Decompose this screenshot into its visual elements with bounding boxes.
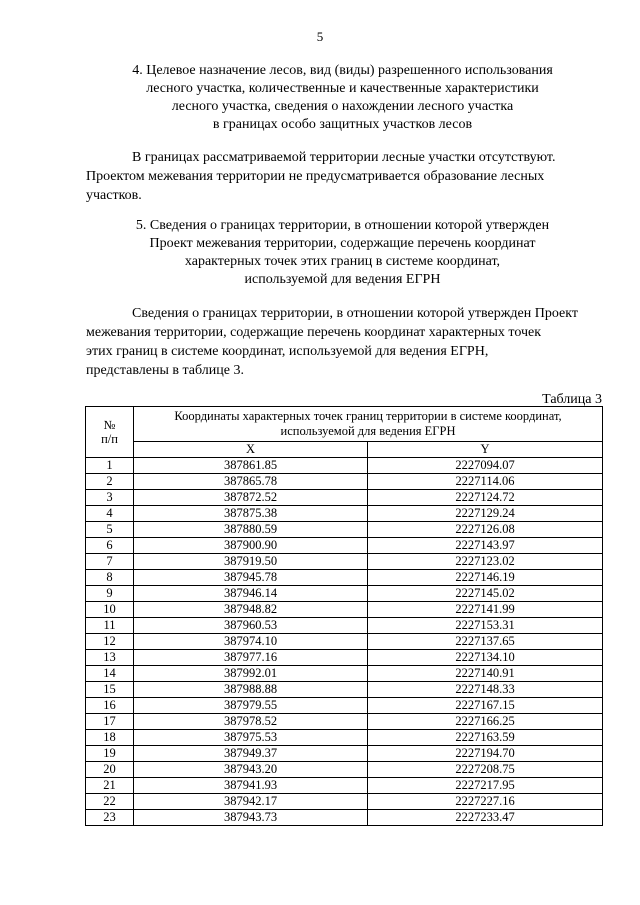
- table-row: [86, 618, 603, 634]
- section-5-heading: [90, 217, 595, 289]
- coordinate-x: 387861.85: [134, 458, 368, 474]
- coordinate-y: 2227208.75: [368, 762, 603, 778]
- row-number: 13: [86, 650, 134, 666]
- section-4-heading-line: в границах особо защитных участков лесов: [212, 117, 473, 132]
- table-row: [86, 538, 603, 554]
- row-number: 22: [86, 794, 134, 810]
- coordinate-y: 2227167.15: [368, 698, 603, 714]
- section-5-paragraph: [86, 304, 602, 380]
- section-4-paragraph: [86, 148, 602, 205]
- row-number: 9: [86, 586, 134, 602]
- row-number: 7: [86, 554, 134, 570]
- header-number-line: №: [103, 418, 116, 432]
- coordinate-y: 2227124.72: [368, 490, 603, 506]
- coordinate-y: 2227233.47: [368, 810, 603, 826]
- table-row: [86, 666, 603, 682]
- table-caption: Таблица 3: [542, 392, 602, 407]
- table-row: [86, 474, 603, 490]
- header-x: X: [134, 442, 368, 458]
- row-number: 12: [86, 634, 134, 650]
- coordinate-y: 2227148.33: [368, 682, 603, 698]
- coordinate-x: 387943.73: [134, 810, 368, 826]
- table-row: [86, 794, 603, 810]
- coordinate-y: 2227134.10: [368, 650, 603, 666]
- paragraph-line: В границах рассматриваемой территории лесные участки отсутствуют.: [132, 150, 556, 165]
- coordinate-x: 387943.20: [134, 762, 368, 778]
- coordinate-y: 2227217.95: [368, 778, 603, 794]
- paragraph-line: Сведения о границах территории, в отношении которой утвержден Проект: [132, 306, 578, 321]
- table-row: [86, 570, 603, 586]
- section-5-heading-line: 5. Сведения о границах территории, в отношении которой утвержден: [135, 218, 550, 233]
- row-number: 5: [86, 522, 134, 538]
- coordinate-y: 2227129.24: [368, 506, 603, 522]
- coordinate-y: 2227126.08: [368, 522, 603, 538]
- coordinate-x: 387992.01: [134, 666, 368, 682]
- section-4-heading-line: лесного участка, сведения о нахождении лесного участка: [171, 99, 514, 114]
- row-number: 8: [86, 570, 134, 586]
- row-number: 19: [86, 746, 134, 762]
- coordinate-x: 387977.16: [134, 650, 368, 666]
- table-row: [86, 730, 603, 746]
- row-number: 14: [86, 666, 134, 682]
- coordinate-y: 2227153.31: [368, 618, 603, 634]
- paragraph-line: межевания территории, содержащие перечень координат характерных точек: [86, 325, 542, 340]
- table-row: [86, 522, 603, 538]
- row-number: 11: [86, 618, 134, 634]
- header-y: Y: [368, 442, 603, 458]
- coordinate-y: 2227146.19: [368, 570, 603, 586]
- row-number: 20: [86, 762, 134, 778]
- table-row: [86, 458, 603, 474]
- coordinate-x: 387942.17: [134, 794, 368, 810]
- coordinate-x: 387900.90: [134, 538, 368, 554]
- section-5-heading-line: характерных точек этих границ в системе координат,: [184, 254, 501, 269]
- coordinate-x: 387880.59: [134, 522, 368, 538]
- table-row: [86, 778, 603, 794]
- page-number: 5: [316, 29, 324, 44]
- coordinate-x: 387974.10: [134, 634, 368, 650]
- table-row: [86, 634, 603, 650]
- row-number: 10: [86, 602, 134, 618]
- coordinate-x: 387865.78: [134, 474, 368, 490]
- table-body: [86, 458, 603, 826]
- header-number: [86, 407, 134, 458]
- coordinates-table: [85, 406, 603, 826]
- coordinate-y: 2227140.91: [368, 666, 603, 682]
- coordinate-x: 387979.55: [134, 698, 368, 714]
- coordinate-x: 387948.82: [134, 602, 368, 618]
- row-number: 2: [86, 474, 134, 490]
- section-5-heading-line: Проект межевания территории, содержащие перечень координат: [149, 236, 536, 251]
- section-4-heading: [90, 62, 595, 134]
- coordinate-y: 2227137.65: [368, 634, 603, 650]
- header-coordinates-line: Координаты характерных точек границ территории в системе координат,: [174, 409, 562, 423]
- coordinate-x: 387919.50: [134, 554, 368, 570]
- header-coordinates-line: используемой для ведения ЕГРН: [280, 424, 456, 438]
- row-number: 21: [86, 778, 134, 794]
- coordinate-x: 387946.14: [134, 586, 368, 602]
- coordinate-y: 2227094.07: [368, 458, 603, 474]
- coordinate-x: 387978.52: [134, 714, 368, 730]
- table-row: [86, 682, 603, 698]
- coordinate-y: 2227163.59: [368, 730, 603, 746]
- table-row: [86, 810, 603, 826]
- coordinate-y: 2227166.25: [368, 714, 603, 730]
- table-row: [86, 650, 603, 666]
- table-row: [86, 490, 603, 506]
- table-row: [86, 602, 603, 618]
- coordinate-x: 387988.88: [134, 682, 368, 698]
- coordinate-x: 387949.37: [134, 746, 368, 762]
- table-row: [86, 714, 603, 730]
- coordinate-y: 2227123.02: [368, 554, 603, 570]
- row-number: 17: [86, 714, 134, 730]
- paragraph-line: этих границ в системе координат, используемой для ведения ЕГРН,: [86, 344, 489, 359]
- coordinate-x: 387941.93: [134, 778, 368, 794]
- row-number: 3: [86, 490, 134, 506]
- coordinate-y: 2227114.06: [368, 474, 603, 490]
- row-number: 18: [86, 730, 134, 746]
- paragraph-line: представлены в таблице 3.: [86, 363, 244, 378]
- row-number: 1: [86, 458, 134, 474]
- table-row: [86, 506, 603, 522]
- section-4-heading-line: лесного участка, количественные и качественные характеристики: [146, 81, 539, 96]
- table-row: [86, 586, 603, 602]
- paragraph-line: участков.: [86, 188, 142, 203]
- coordinate-y: 2227145.02: [368, 586, 603, 602]
- table-row: [86, 762, 603, 778]
- table-row: [86, 746, 603, 762]
- coordinate-x: 387975.53: [134, 730, 368, 746]
- coordinate-y: 2227141.99: [368, 602, 603, 618]
- row-number: 16: [86, 698, 134, 714]
- row-number: 23: [86, 810, 134, 826]
- table-row: [86, 554, 603, 570]
- coordinate-x: 387960.53: [134, 618, 368, 634]
- table-row: [86, 698, 603, 714]
- header-coordinates: [134, 407, 603, 442]
- coordinate-y: 2227227.16: [368, 794, 603, 810]
- section-4-heading-line: 4. Целевое назначение лесов, вид (виды) разрешенного использования: [132, 63, 553, 78]
- row-number: 6: [86, 538, 134, 554]
- coordinate-x: 387945.78: [134, 570, 368, 586]
- coordinate-x: 387875.38: [134, 506, 368, 522]
- coordinate-x: 387872.52: [134, 490, 368, 506]
- header-number-line: п/п: [101, 432, 118, 446]
- row-number: 15: [86, 682, 134, 698]
- section-5-heading-line: используемой для ведения ЕГРН: [244, 272, 441, 287]
- coordinate-y: 2227143.97: [368, 538, 603, 554]
- coordinate-y: 2227194.70: [368, 746, 603, 762]
- paragraph-line: Проектом межевания территории не предусматривается образование лесных: [86, 169, 545, 184]
- row-number: 4: [86, 506, 134, 522]
